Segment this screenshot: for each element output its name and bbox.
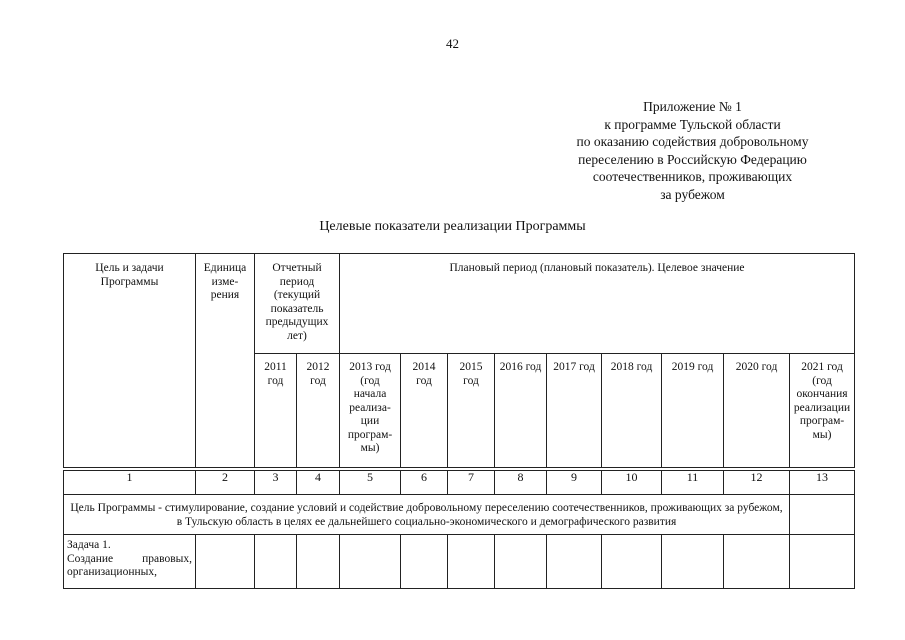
column-number: 9: [547, 471, 602, 495]
document-title: Целевые показатели реализации Программы: [319, 219, 586, 234]
table-cell: [495, 535, 547, 589]
header-year-2018: 2018 год: [602, 354, 662, 468]
appendix-heading: [540, 98, 845, 203]
header-year-2019: 2019 год: [662, 354, 724, 468]
appendix-line: по оказанию содействия добровольному: [576, 134, 809, 149]
task-text-line: организационных,: [67, 566, 157, 578]
page-number: 42: [446, 36, 459, 51]
column-number: 5: [340, 471, 401, 495]
appendix-line: соотечественников, проживающих: [592, 169, 793, 184]
task-label: Задача 1.: [67, 539, 111, 551]
appendix-line: переселению в Российскую Федерацию: [578, 151, 807, 167]
column-number: 8: [495, 471, 547, 495]
header-year-2017: 2017 год: [547, 354, 602, 468]
column-number: 13: [790, 471, 855, 495]
header-unit: Единица изме- рения: [196, 254, 255, 468]
table-cell: [255, 535, 297, 589]
appendix-line: Приложение № 1: [643, 99, 742, 114]
column-number: 1: [64, 471, 196, 495]
task-1-cell: [64, 535, 196, 589]
column-number: 11: [662, 471, 724, 495]
table-cell: [790, 495, 855, 535]
table-cell: [401, 535, 448, 589]
table-cell: [196, 535, 255, 589]
header-plan-period: Плановый период (плановый показатель). Целевое значение: [340, 254, 855, 354]
header-year-2021: 2021 год (год окончания реализации програм- мы): [790, 354, 855, 468]
table-cell: [790, 535, 855, 589]
table-cell: [547, 535, 602, 589]
header-year-2016: 2016 год: [495, 354, 547, 468]
table-cell: [448, 535, 495, 589]
table-cell: [724, 535, 790, 589]
table-cell: [340, 535, 401, 589]
column-number: 10: [602, 471, 662, 495]
header-goals-tasks: Цель и задачи Программы: [64, 254, 196, 468]
header-year-2013: 2013 год (год начала реализа- ции програм- мы): [340, 354, 401, 468]
appendix-line: к программе Тульской области: [604, 116, 781, 132]
indicators-table: [63, 253, 855, 589]
header-year-2020: 2020 год: [724, 354, 790, 468]
header-year-2014: 2014 год: [401, 354, 448, 468]
header-year-2011: 2011 год: [255, 354, 297, 468]
table-cell: [602, 535, 662, 589]
header-year-2012: 2012 год: [297, 354, 340, 468]
column-number: 6: [401, 471, 448, 495]
header-year-2015: 2015 год: [448, 354, 495, 468]
column-number: 3: [255, 471, 297, 495]
table-cell: [662, 535, 724, 589]
header-report-period: Отчетный период (текущий показатель предыдущих лет): [255, 254, 340, 354]
column-number: 4: [297, 471, 340, 495]
column-number: 7: [448, 471, 495, 495]
table-cell: [297, 535, 340, 589]
program-goal-text: Цель Программы - стимулирование, создание условий и содействие добровольному переселению соотечественников, проживающих за рубежом, в Тульскую область в целях ее дальнейшего социально-экономического и демографического развития: [64, 495, 790, 535]
column-number: 12: [724, 471, 790, 495]
task-text-line: Создание правовых,: [67, 552, 192, 565]
column-number: 2: [196, 471, 255, 495]
appendix-line: за рубежом: [660, 186, 725, 202]
